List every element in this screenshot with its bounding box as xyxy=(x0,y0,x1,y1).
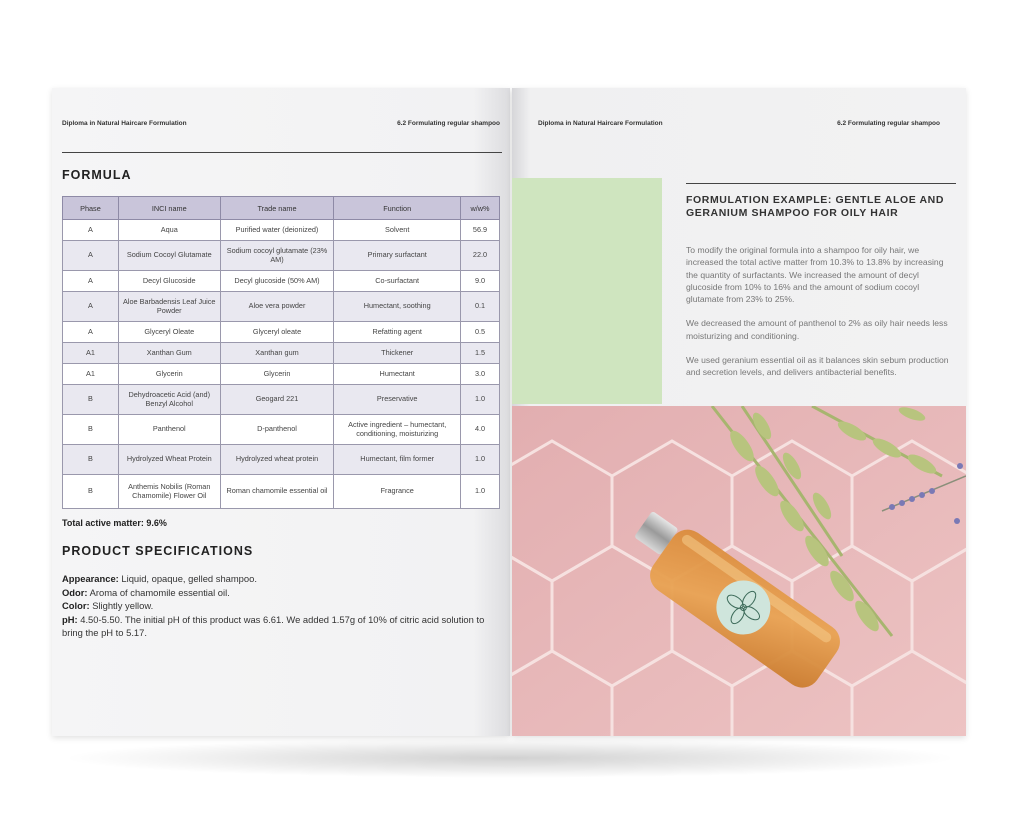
cell-function: Preservative xyxy=(334,385,461,415)
cell-phase: A xyxy=(63,241,119,271)
cell-inci: Dehydroacetic Acid (and) Benzyl Alcohol xyxy=(118,385,220,415)
cell-ww: 1.0 xyxy=(461,475,500,509)
formulation-example-title: FORMULATION EXAMPLE: GENTLE ALOE AND GERANIUM SHAMPOO FOR OILY HAIR xyxy=(686,194,945,219)
table-row xyxy=(63,364,500,385)
header-course-title: Diploma in Natural Haircare Formulation xyxy=(538,120,663,127)
cell-function: Thickener xyxy=(334,343,461,364)
cell-ww: 56.9 xyxy=(461,220,500,241)
cell-function: Co-surfactant xyxy=(334,271,461,292)
green-color-block xyxy=(512,178,662,404)
table-row xyxy=(63,475,500,509)
shampoo-bottle-photo xyxy=(512,406,966,736)
spec-ph-label: pH: xyxy=(62,613,78,625)
col-header-inci: INCI name xyxy=(118,197,220,220)
table-row xyxy=(63,343,500,364)
cell-inci: Xanthan Gum xyxy=(118,343,220,364)
right-page xyxy=(512,88,966,736)
table-row xyxy=(63,322,500,343)
table-row xyxy=(63,385,500,415)
header-section-title: 6.2 Formulating regular shampoo xyxy=(397,120,500,127)
col-header-phase: Phase xyxy=(63,197,119,220)
col-header-trade: Trade name xyxy=(220,197,334,220)
total-active-matter: Total active matter: 9.6% xyxy=(62,518,167,528)
cell-inci: Sodium Cocoyl Glutamate xyxy=(118,241,220,271)
left-page xyxy=(52,88,510,736)
cell-ww: 4.0 xyxy=(461,415,500,445)
cell-trade: Xanthan gum xyxy=(220,343,334,364)
cell-inci: Glyceryl Oleate xyxy=(118,322,220,343)
cell-function: Primary surfactant xyxy=(334,241,461,271)
table-row xyxy=(63,445,500,475)
cell-phase: A xyxy=(63,292,119,322)
product-specifications-text xyxy=(62,572,502,640)
cell-ww: 22.0 xyxy=(461,241,500,271)
cell-trade: Glyceryl oleate xyxy=(220,322,334,343)
cell-trade: Aloe vera powder xyxy=(220,292,334,322)
cell-function: Humectant, soothing xyxy=(334,292,461,322)
cell-phase: A xyxy=(63,271,119,292)
table-row xyxy=(63,241,500,271)
example-title-rule xyxy=(686,183,956,184)
formula-table xyxy=(62,196,500,509)
cell-inci: Hydrolyzed Wheat Protein xyxy=(118,445,220,475)
spec-odor-label: Odor: xyxy=(62,586,88,598)
cell-ww: 1.0 xyxy=(461,385,500,415)
header-section-title: 6.2 Formulating regular shampoo xyxy=(837,120,940,127)
cell-inci: Aloe Barbadensis Leaf Juice Powder xyxy=(118,292,220,322)
cell-phase: B xyxy=(63,415,119,445)
cell-inci: Panthenol xyxy=(118,415,220,445)
cell-trade: D-panthenol xyxy=(220,415,334,445)
cell-function: Fragrance xyxy=(334,475,461,509)
cell-ww: 0.5 xyxy=(461,322,500,343)
cell-phase: B xyxy=(63,475,119,509)
spec-color-value: Slightly yellow. xyxy=(89,600,154,611)
cell-function: Humectant xyxy=(334,364,461,385)
spec-ph xyxy=(62,613,502,640)
example-paragraph: We decreased the amount of panthenol to 2% as oily hair needs less moisturizing and conditioning. xyxy=(686,318,948,341)
table-row xyxy=(63,220,500,241)
cell-inci: Aqua xyxy=(118,220,220,241)
product-specifications-heading: PRODUCT SPECIFICATIONS xyxy=(62,544,254,558)
cell-inci: Glycerin xyxy=(118,364,220,385)
cell-phase: A1 xyxy=(63,343,119,364)
spec-appearance-label: Appearance: xyxy=(62,573,119,584)
spec-odor xyxy=(62,586,502,600)
cell-ww: 3.0 xyxy=(461,364,500,385)
cell-ww: 0.1 xyxy=(461,292,500,322)
cell-inci: Anthemis Nobilis (Roman Chamomile) Flower Oil xyxy=(118,475,220,509)
cell-function: Humectant, film former xyxy=(334,445,461,475)
book-shadow xyxy=(60,738,960,778)
cell-trade: Geogard 221 xyxy=(220,385,334,415)
example-paragraph: We used geranium essential oil as it balances skin sebum production and secretion levels, and delivers antibacterial benefits. xyxy=(686,355,949,378)
formulation-example-body xyxy=(686,244,950,391)
header-rule xyxy=(62,152,502,153)
cell-inci: Decyl Glucoside xyxy=(118,271,220,292)
cell-trade: Purified water (deionized) xyxy=(220,220,334,241)
spec-ph-value: 4.50-5.50. The initial pH of this product was 6.61. We added 1.57g of 10% of citric acid solution to bring the pH to 5.17. xyxy=(62,613,485,638)
table-row xyxy=(63,415,500,445)
cell-phase: A1 xyxy=(63,364,119,385)
cell-phase: A xyxy=(63,220,119,241)
table-header-row xyxy=(63,197,500,220)
cell-phase: A xyxy=(63,322,119,343)
cell-function: Active ingredient – humectant, conditioning, moisturizing xyxy=(334,415,461,445)
cell-function: Solvent xyxy=(334,220,461,241)
cell-trade: Decyl glucoside (50% AM) xyxy=(220,271,334,292)
cell-trade: Sodium cocoyl glutamate (23% AM) xyxy=(220,241,334,271)
cell-trade: Glycerin xyxy=(220,364,334,385)
cell-trade: Hydrolyzed wheat protein xyxy=(220,445,334,475)
cell-ww: 1.0 xyxy=(461,445,500,475)
cell-trade: Roman chamomile essential oil xyxy=(220,475,334,509)
cell-ww: 1.5 xyxy=(461,343,500,364)
cell-function: Refatting agent xyxy=(334,322,461,343)
table-row xyxy=(63,292,500,322)
header-course-title: Diploma in Natural Haircare Formulation xyxy=(62,120,187,127)
example-paragraph: To modify the original formula into a shampoo for oily hair, we increased the total active matter from 10.3% to 13.8% by increasing the quantity of surfactants. We increased the amount of decyl glucoside from 10% to 16% and the amount of sodium cocoyl glutamate from 23% to 25%. xyxy=(686,245,944,305)
cell-phase: B xyxy=(63,385,119,415)
spec-appearance-value: Liquid, opaque, gelled shampoo. xyxy=(118,573,257,584)
spec-appearance xyxy=(62,572,502,586)
spec-odor-value: Aroma of chamomile essential oil. xyxy=(87,586,230,598)
table-row xyxy=(63,271,500,292)
cell-phase: B xyxy=(63,445,119,475)
spec-color-label: Color: xyxy=(62,600,90,611)
spec-color xyxy=(62,599,502,613)
col-header-ww: w/w% xyxy=(461,197,500,220)
col-header-function: Function xyxy=(334,197,461,220)
cell-ww: 9.0 xyxy=(461,271,500,292)
formula-heading: FORMULA xyxy=(62,168,132,182)
